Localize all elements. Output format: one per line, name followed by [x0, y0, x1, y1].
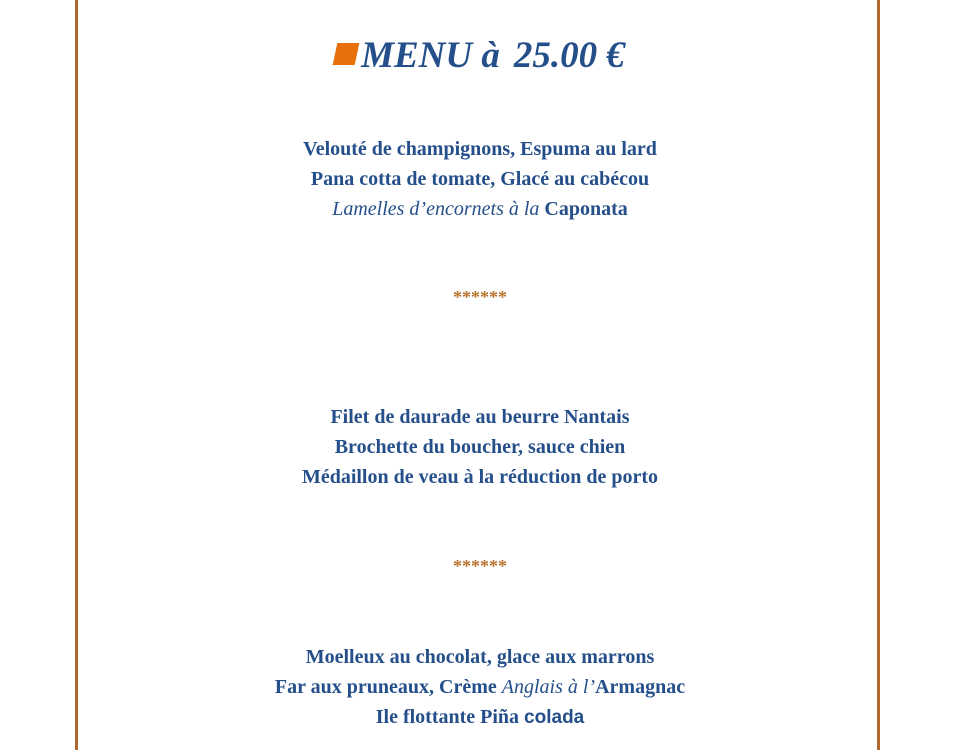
starter-item: [0, 194, 960, 224]
main-item: Brochette du boucher, sauce chien: [334, 436, 626, 458]
orange-square-bullet-icon: [333, 43, 360, 65]
dessert-item-end: Armagnac: [595, 676, 686, 698]
starters-section: [0, 134, 960, 224]
menu-price: 25.00 €: [513, 35, 625, 76]
starter-item-italic: Lamelles d’encornets à la: [332, 198, 540, 220]
main-item: Filet de daurade au beurre Nantais: [330, 406, 630, 428]
menu-title: [0, 34, 960, 78]
dessert-item-italic: Anglais à l’: [501, 676, 596, 698]
dessert-item-sans: colada: [524, 707, 585, 728]
right-border-rule: [877, 0, 880, 750]
starter-item: Pana cotta de tomate, Glacé au cabécou: [310, 168, 650, 190]
course-separator: ******: [453, 287, 507, 307]
desserts-section: [0, 642, 960, 732]
starter-item-rest: Caponata: [539, 198, 628, 220]
course-separator: ******: [453, 556, 507, 576]
dessert-item-start: Ile flottante Piña: [375, 706, 525, 728]
left-border-rule: [75, 0, 78, 750]
menu-title-label: MENU à: [361, 35, 500, 76]
dessert-item-start: Far aux pruneaux, Crème: [274, 676, 502, 698]
dessert-item: [0, 672, 960, 702]
starter-item: Velouté de champignons, Espuma au lard: [303, 138, 657, 160]
dessert-item: Moelleux au chocolat, glace aux marrons: [305, 646, 655, 668]
main-item: Médaillon de veau à la réduction de porto: [301, 466, 659, 488]
dessert-item: [0, 702, 960, 732]
mains-section: [0, 402, 960, 492]
